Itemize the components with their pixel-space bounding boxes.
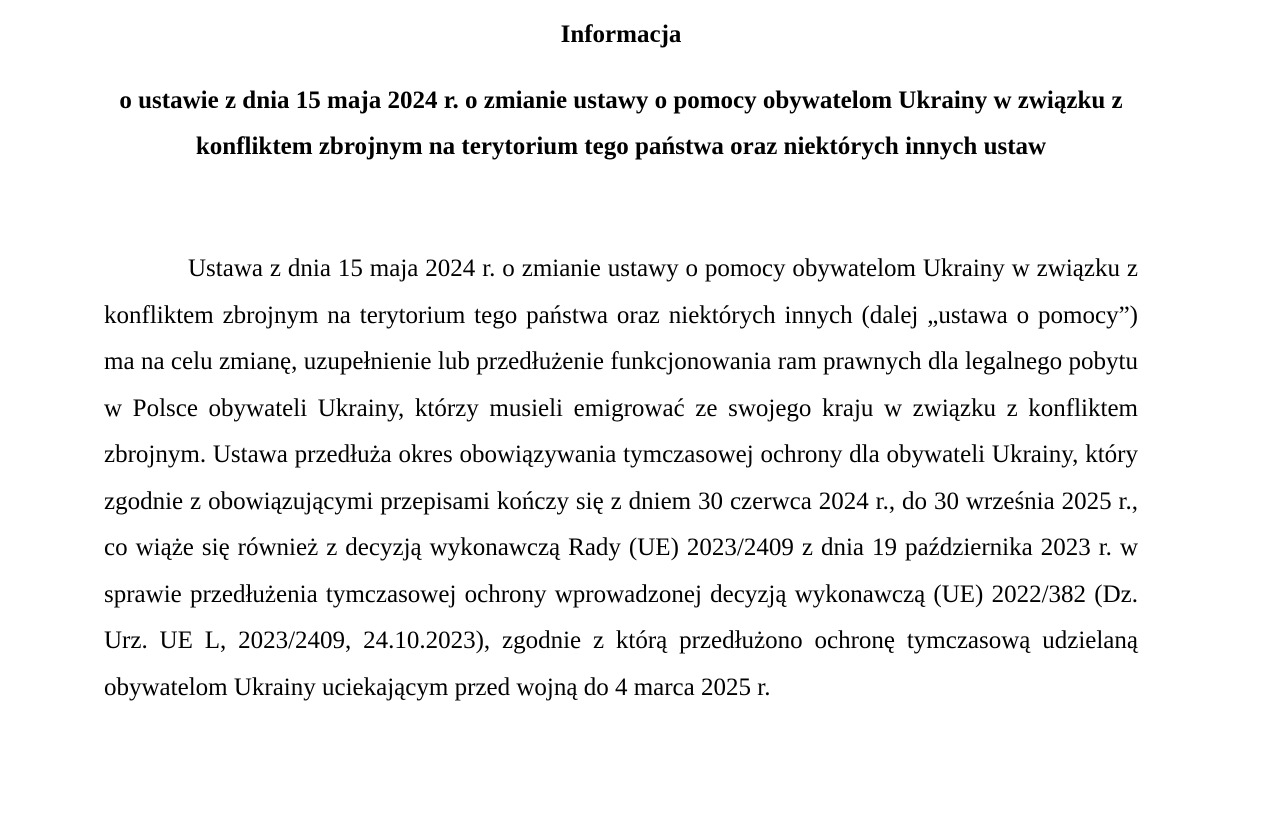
page-title: Informacja	[560, 21, 682, 48]
document-subtitle: o ustawie z dnia 15 maja 2024 r. o zmianie ustawy o pomocy obywatelom Ukrainy w związku z konfliktem zbrojnym na terytorium tego państwa oraz niektórych innych ustaw	[119, 86, 1123, 160]
document-body	[104, 246, 1138, 711]
body-paragraph-1: Ustawa z dnia 15 maja 2024 r. o zmianie ustawy o pomocy obywatelom Ukrainy w związku z konfliktem zbrojnym na terytorium tego państwa oraz niektórych innych (dalej „ustawa o pomocy”) ma na celu zmianę, uzupełnienie lub przedłużenie funkcjonowania ram prawnych dla legalnego pobytu w Polsce obywateli Ukrainy, którzy musieli emigrować ze swojego kraju w związku z konfliktem zbrojnym. Ustawa przedłuża okres obowiązywania tymczasowej ochrony dla obywateli Ukrainy, który zgodnie z obowiązującymi przepisami kończy się z dniem 30 czerwca 2024 r., do 30 września 2025 r., co wiąże się również z decyzją wykonawczą Rady (UE) 2023/2409 z dnia 19 października 2023 r. w sprawie przedłużenia tymczasowej ochrony wprowadzonej decyzją wykonawczą (UE) 2022/382 (Dz. Urz. UE L, 2023/2409, 24.10.2023), zgodnie z którą przedłużono ochronę tymczasową udzielaną obywatelom Ukrainy uciekającym przed wojną do 4 marca 2025 r.	[104, 255, 1138, 701]
